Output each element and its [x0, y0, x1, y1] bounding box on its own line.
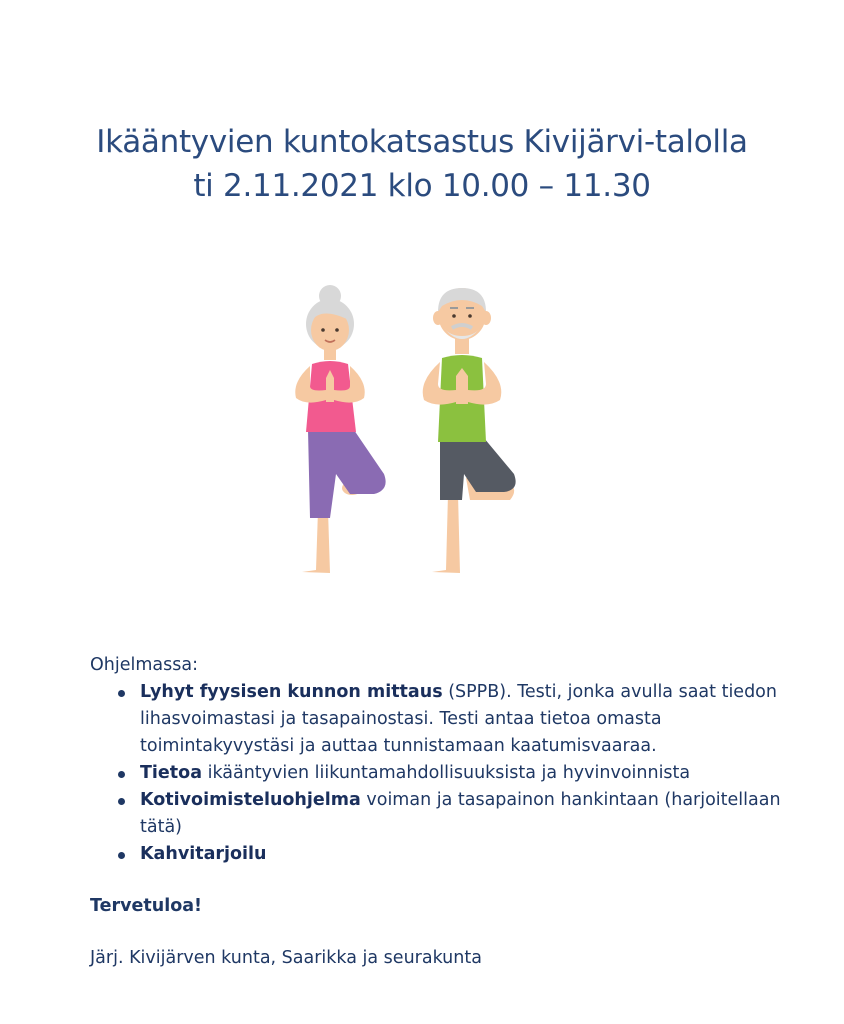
woman-figure [295, 285, 385, 573]
title-line-2: ti 2.11.2021 klo 10.00 – 11.30 [193, 168, 651, 204]
program-heading: Ohjelmassa: [90, 655, 198, 675]
list-item [140, 841, 790, 868]
program-section [90, 652, 790, 972]
list-item [140, 760, 790, 787]
welcome-text: Tervetuloa! [90, 896, 203, 916]
man-figure [423, 288, 516, 573]
item-text: ikääntyvien liikuntamahdollisuuksista ja hyvinvoinnista [202, 763, 691, 783]
title-line-1: Ikääntyvien kuntokatsastus Kivijärvi-talolla [96, 124, 748, 160]
page-title [0, 120, 844, 208]
elderly-couple-yoga-icon [270, 278, 560, 578]
organizer-text: Järj. Kivijärven kunta, Saarikka ja seurakunta [90, 948, 482, 968]
item-bold: Kotivoimisteluohjelma [140, 790, 361, 810]
item-bold: Kahvitarjoilu [140, 844, 267, 864]
item-bold: Lyhyt fyysisen kunnon mittaus [140, 682, 443, 702]
item-bold: Tietoa [140, 763, 203, 783]
item-text: voiman ja tasapainon hankintaan (harjoitellaan tätä) [140, 790, 781, 837]
program-list [90, 679, 790, 868]
list-item [140, 679, 790, 760]
item-text: (SPPB). Testi, jonka avulla saat tiedon lihasvoimastasi ja tasapainostasi. Testi antaa tietoa omasta toimintakyvystäsi ja auttaa tunnistamaan kaatumisvaaraa. [140, 682, 777, 756]
list-item [140, 787, 790, 841]
